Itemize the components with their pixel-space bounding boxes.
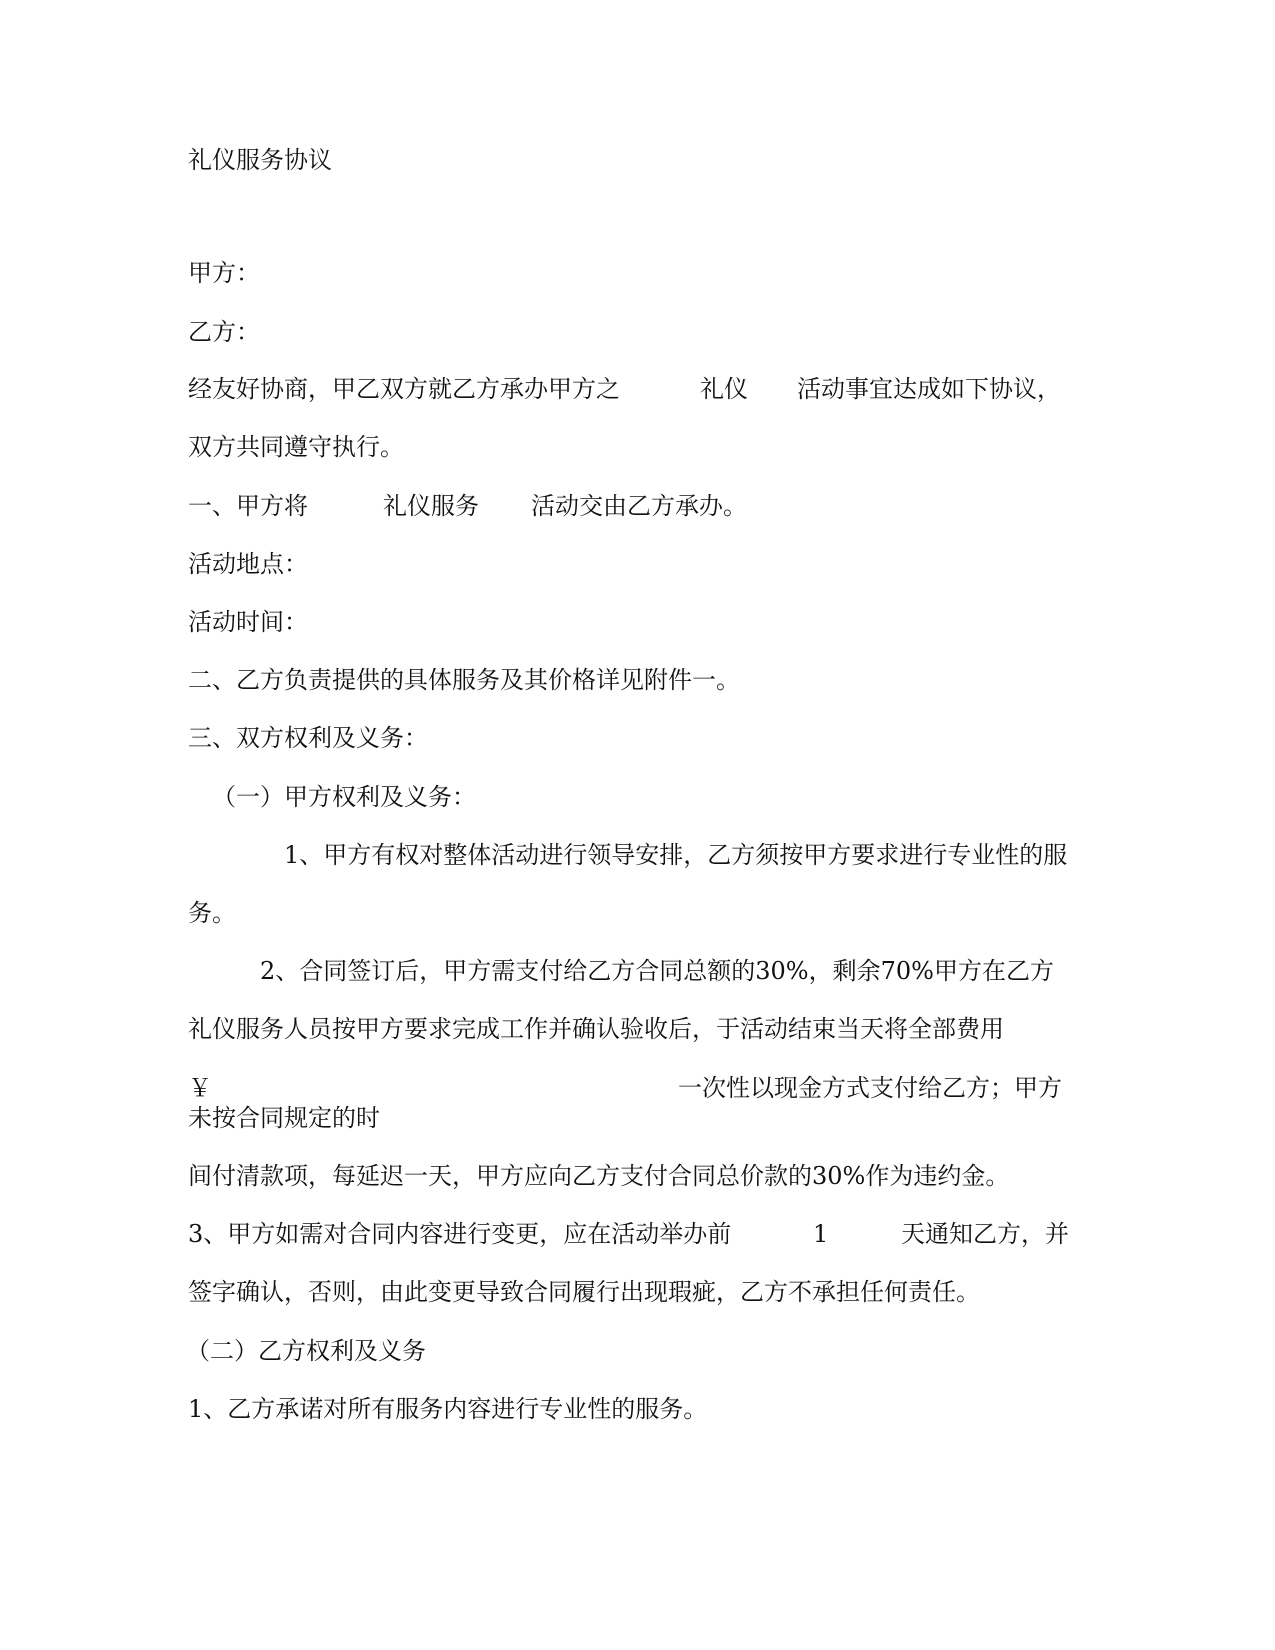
section-a-heading: （一）甲方权利及义务：: [212, 783, 476, 811]
party-b-label: 乙方：: [188, 318, 260, 346]
section-a-item-3-line-1: [0, 1219, 1275, 1249]
section-a-item-3-line-2: 签字确认，否则，由此变更导致合同履行出现瑕疵，乙方不承担任何责任。: [188, 1278, 980, 1306]
section-a-item-1-line-2: 务。: [188, 899, 236, 927]
clause-1-text-1: 一、甲方将: [188, 492, 308, 520]
clause-1-service-blank: 礼仪服务: [383, 492, 479, 520]
section-b-item-1: 1、乙方承诺对所有服务内容进行专业性的服务。: [188, 1395, 708, 1423]
clause-2: 二、乙方负责提供的具体服务及其价格详见附件一。: [188, 666, 740, 694]
clause-3: 三、双方权利及义务：: [188, 724, 428, 752]
section-a-item-2-line-5: 间付清款项，每延迟一天，甲方应向乙方支付合同总价款的30%作为违约金。: [188, 1162, 1010, 1190]
intro-line-1: [0, 374, 1275, 404]
section-b-heading: （二）乙方权利及义务: [186, 1337, 426, 1365]
yen-symbol: ￥: [188, 1074, 212, 1102]
section-a-item-2-line-1: 2、合同签订后，甲方需支付给乙方合同总额的30%，剩余70%甲方在乙方: [260, 957, 1054, 985]
event-time-label: 活动时间：: [188, 608, 308, 636]
party-a-label: 甲方：: [188, 259, 260, 287]
intro-text-1: 经友好协商，甲乙双方就乙方承办甲方之: [188, 375, 620, 403]
intro-activity-blank: 礼仪: [700, 375, 748, 403]
section-a-item-2-line-2: 礼仪服务人员按甲方要求完成工作并确认验收后，于活动结束当天将全部费用: [188, 1015, 1004, 1043]
section-a-item-3-text-1: 3、甲方如需对合同内容进行变更，应在活动举办前: [188, 1220, 732, 1248]
clause-1: [0, 491, 1275, 521]
clause-1-text-2: 活动交由乙方承办。: [531, 492, 747, 520]
notice-days-blank: 1: [813, 1220, 829, 1248]
event-location-label: 活动地点：: [188, 550, 308, 578]
intro-text-2: 活动事宜达成如下协议，: [797, 375, 1061, 403]
intro-line-2: 双方共同遵守执行。: [188, 433, 404, 461]
section-a-item-2-line-4: 未按合同规定的时: [188, 1104, 380, 1132]
payment-method-text: 一次性以现金方式支付给乙方；甲方: [678, 1074, 1062, 1102]
section-a-item-2-line-3: [0, 1073, 1275, 1103]
document-title: 礼仪服务协议: [188, 146, 332, 174]
section-a-item-3-text-2: 天通知乙方，并: [901, 1220, 1069, 1248]
section-a-item-1-line-1: 1、甲方有权对整体活动进行领导安排，乙方须按甲方要求进行专业性的服: [284, 841, 1068, 869]
